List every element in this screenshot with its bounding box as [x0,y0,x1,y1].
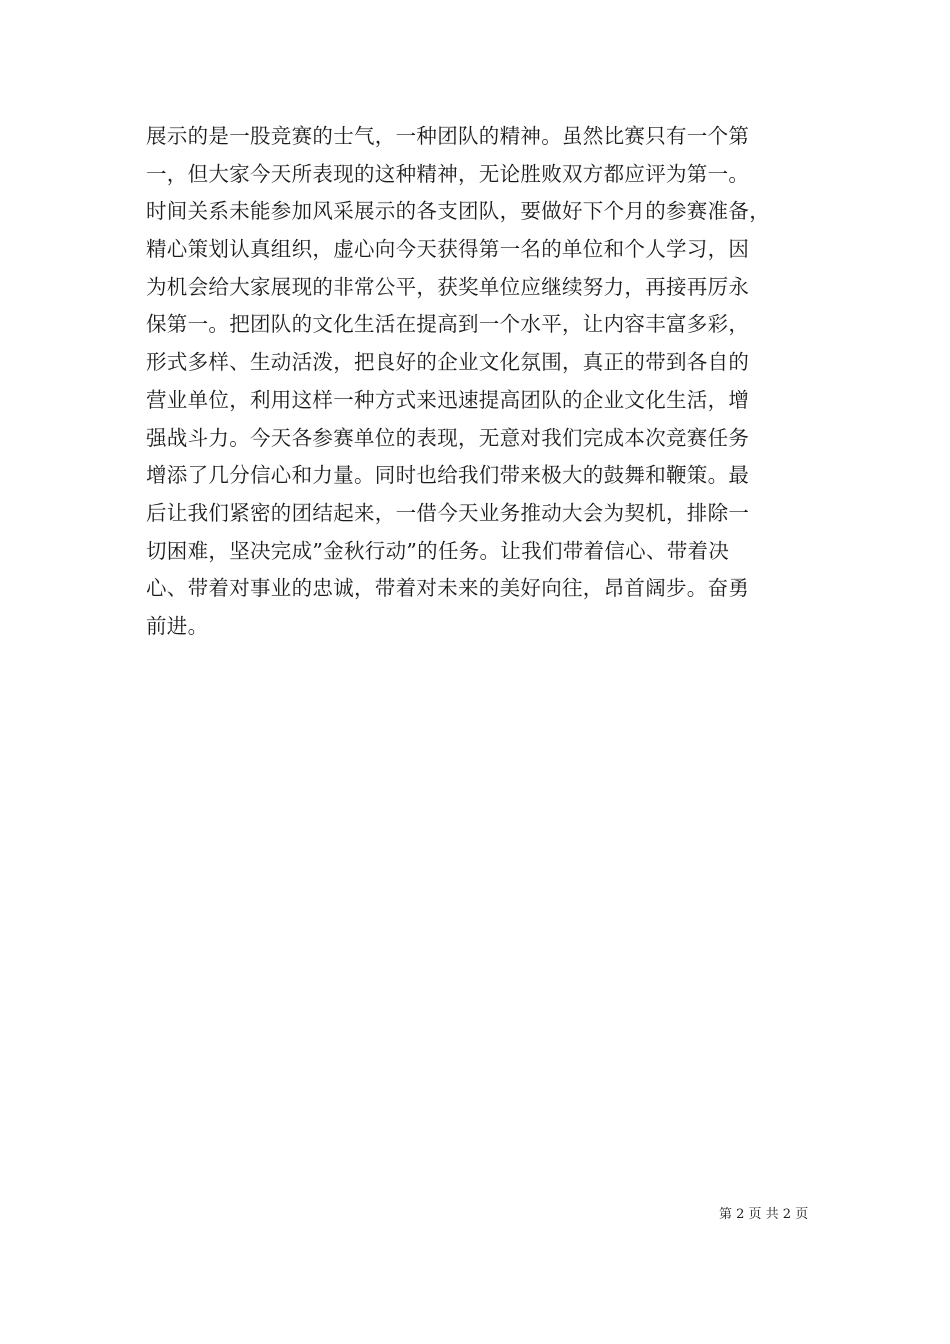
paragraph-line: 强战斗力。今天各参赛单位的表现，无意对我们完成本次竞赛任务 [146,425,750,450]
paragraph-line: 增添了几分信心和力量。同时也给我们带来极大的鼓舞和鞭策。最 [146,463,750,488]
paragraph-line: 保第一。把团队的文化生活在提高到一个水平，让内容丰富多彩， [146,312,750,337]
paragraph-line: 展示的是一股竞赛的士气，一种团队的精神。虽然比赛只有一个第 [146,124,750,148]
paragraph-line: 前进。 [146,613,209,638]
paragraph-line: 营业单位，利用这样一种方式来迅速提高团队的企业文化生活，增 [146,387,750,412]
paragraph-line: 心、带着对事业的忠诚，带着对未来的美好向往，昂首阔步。奋勇 [146,576,750,601]
paragraph-line: 一，但大家今天所表现的这种精神，无论胜败双方都应评为第一。 [146,161,750,186]
paragraph-line: 为机会给大家展现的非常公平，获奖单位应继续努力，再接再厉永 [146,274,750,299]
paragraph-line: 精心策划认真组织，虚心向今天获得第一名的单位和个人学习，因 [146,237,750,262]
paragraph-line: 切困难，坚决完成”金秋行动”的任务。让我们带着信心、带着决 [146,538,730,563]
body-paragraph [146,118,816,646]
paragraph-line: 后让我们紧密的团结起来，一借今天业务推动大会为契机，排除一 [146,500,750,525]
paragraph-line: 形式多样、生动活泼，把良好的企业文化氛围，真正的带到各自的 [146,350,750,375]
paragraph-line: 时间关系未能参加风采展示的各支团队，要做好下个月的参赛准备， [146,199,770,224]
page-number-footer: 第 2 页 共 2 页 [719,1207,809,1222]
